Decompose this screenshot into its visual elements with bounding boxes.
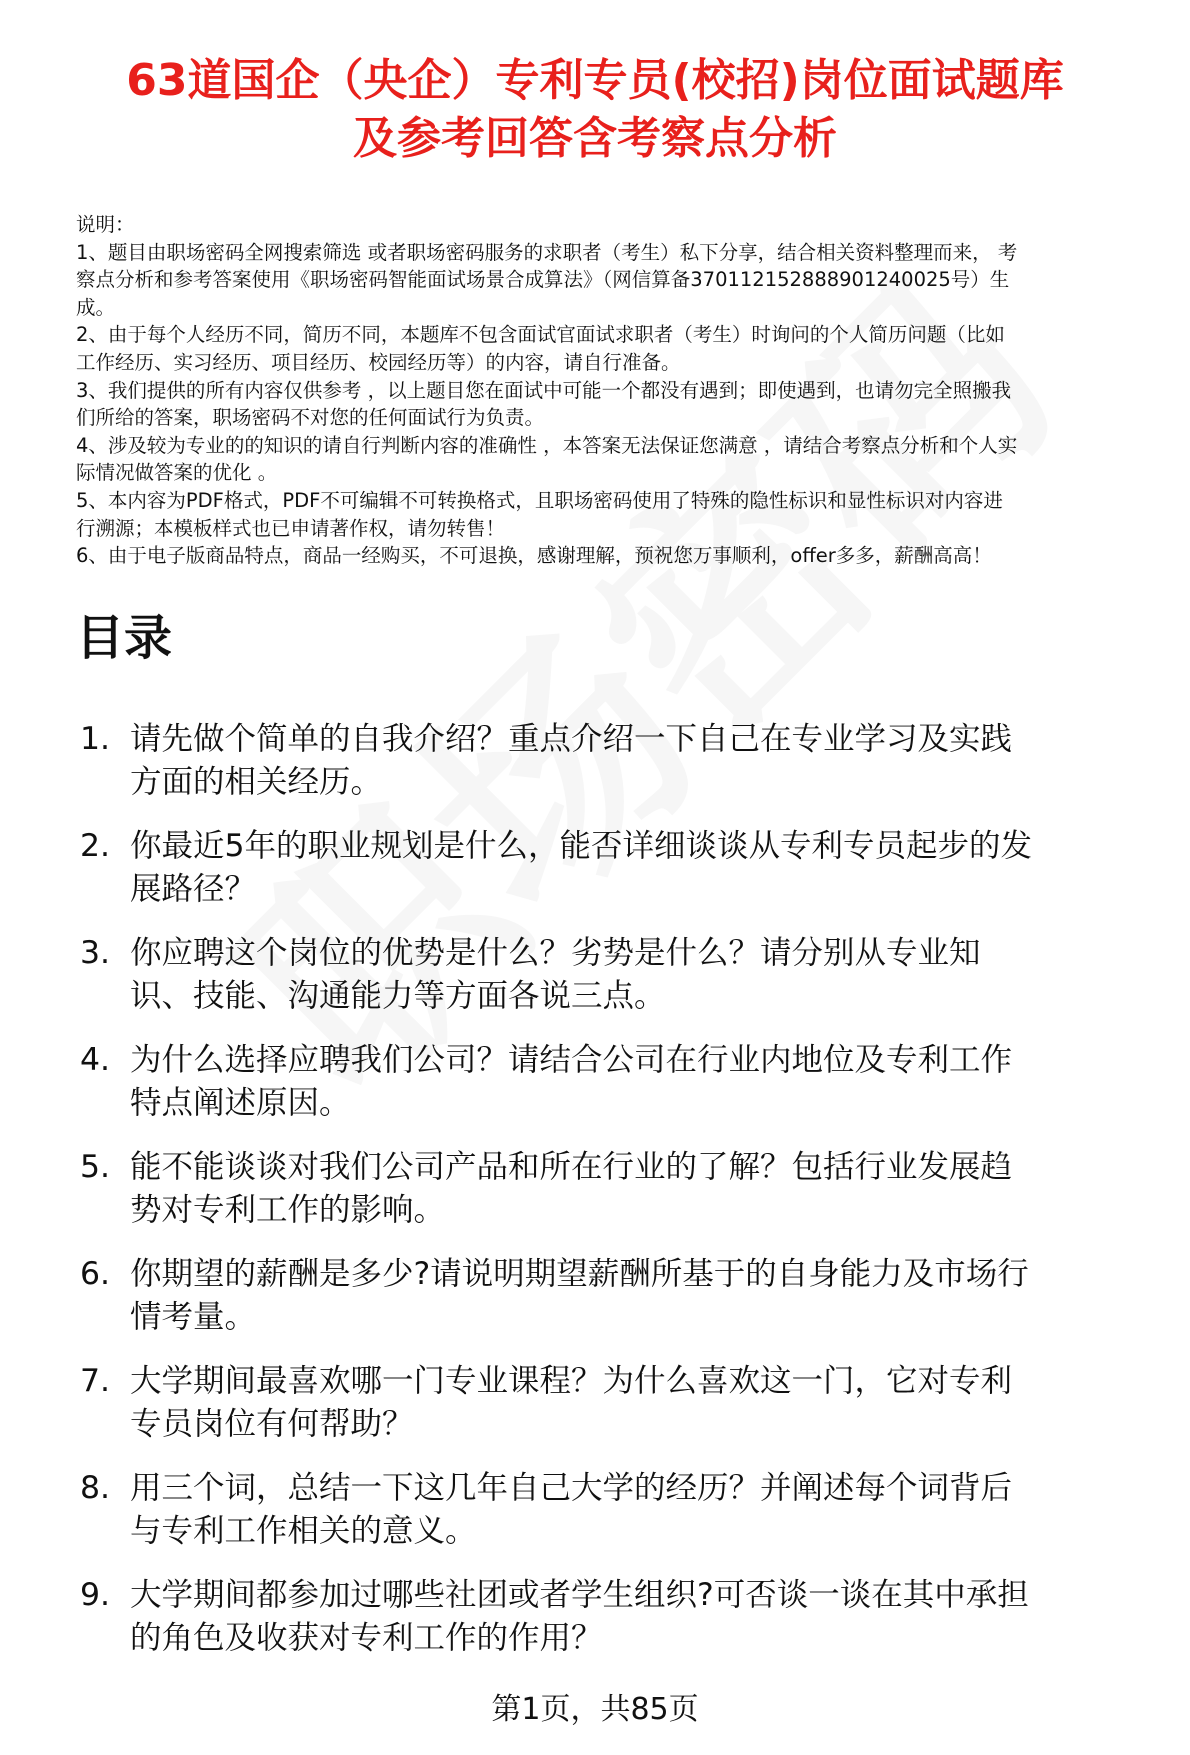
toc-item-number: 7. — [80, 1363, 111, 1399]
toc-item-text: 大学期间都参加过哪些社团或者学生组织?可否谈一谈在其中承担 — [130, 1577, 1029, 1613]
notes-line: 5、本内容为PDF格式，PDF不可编辑不可转换格式，且职场密码使用了特殊的隐性标识和显性标识对内容进 — [76, 488, 1003, 512]
toc-item-number: 9. — [80, 1577, 111, 1613]
toc-item-number: 1. — [80, 721, 111, 757]
title-line-1: 63道国企（央企）专利专员(校招)岗位面试题库 — [126, 55, 1064, 106]
toc-item[interactable] — [76, 1146, 1170, 1253]
toc-item-text: 情考量。 — [130, 1299, 257, 1335]
notes-line: 1、题目由职场密码全网搜索筛选 或者职场密码服务的求职者（考生）私下分享，结合相关资料整理而来， 考 — [76, 240, 1018, 264]
toc-list — [76, 718, 1170, 1681]
notes-line: 工作经历、实习经历、项目经历、校园经历等）的内容，请自行准备。 — [76, 350, 681, 374]
toc-item-text: 为什么选择应聘我们公司？请结合公司在行业内地位及专利工作 — [130, 1042, 1013, 1078]
toc-item-text: 特点阐述原因。 — [130, 1085, 351, 1121]
toc-item[interactable] — [76, 1039, 1170, 1146]
toc-item[interactable] — [76, 825, 1170, 932]
toc-item[interactable] — [76, 718, 1170, 825]
toc-item-number: 6. — [80, 1256, 111, 1292]
notes-line: 成。 — [76, 295, 116, 319]
notes-section — [76, 211, 1166, 570]
notes-line: 们所给的答案，职场密码不对您的任何面试行为负责。 — [76, 406, 545, 430]
notes-line: 察点分析和参考答案使用《职场密码智能面试场景合成算法》（网信算备370112152888901240025号）生 — [76, 268, 1010, 292]
notes-line: 行溯源；本模板样式也已申请著作权，请勿转售！ — [76, 516, 506, 540]
toc-item-text: 的角色及收获对专利工作的作用？ — [130, 1620, 603, 1656]
toc-item-text: 识、技能、沟通能力等方面各说三点。 — [130, 978, 666, 1014]
toc-item-text: 与专利工作相关的意义。 — [130, 1513, 477, 1549]
toc-item-number: 8. — [80, 1470, 111, 1506]
toc-item-text: 请先做个简单的自我介绍？重点介绍一下自己在专业学习及实践 — [130, 721, 1013, 757]
notes-line: 说明： — [76, 213, 135, 236]
toc-item-text: 用三个词，总结一下这几年自己大学的经历？并阐述每个词背后 — [130, 1470, 1013, 1506]
page-number: 第1页，共85页 — [491, 1692, 699, 1727]
toc-item-text: 你期望的薪酬是多少?请说明期望薪酬所基于的自身能力及市场行 — [130, 1256, 1029, 1292]
document-title — [40, 52, 1150, 168]
toc-heading: 目录 — [76, 610, 173, 666]
notes-line: 6、由于电子版商品特点，商品一经购买，不可退换，感谢理解，预祝您万事顺利，offer多多，薪酬高高！ — [76, 544, 992, 568]
toc-item-text: 大学期间最喜欢哪一门专业课程？为什么喜欢这一门，它对专利 — [130, 1363, 1013, 1399]
toc-item-number: 5. — [80, 1149, 111, 1185]
toc-item[interactable] — [76, 1574, 1170, 1681]
toc-item[interactable] — [76, 1360, 1170, 1467]
notes-line: 4、涉及较为专业的的知识的请自行判断内容的准确性 ，本答案无法保证您满意 ，请结合考察点分析和个人实 — [76, 433, 1018, 457]
notes-line: 2、由于每个人经历不同，简历不同，本题库不包含面试官面试求职者（考生）时询问的个人简历问题（比如 — [76, 323, 1005, 347]
title-line-2: 及参考回答含考察点分析 — [353, 113, 837, 164]
toc-item[interactable] — [76, 1467, 1170, 1574]
toc-item-text: 方面的相关经历。 — [130, 764, 383, 800]
toc-item-text: 专员岗位有何帮助？ — [130, 1406, 414, 1442]
toc-item-number: 2. — [80, 828, 111, 864]
toc-item-text: 你应聘这个岗位的优势是什么？劣势是什么？请分别从专业知 — [130, 935, 981, 971]
toc-item-text: 势对专利工作的影响。 — [130, 1192, 446, 1228]
toc-item[interactable] — [76, 932, 1170, 1039]
toc-item-text: 展路径？ — [130, 871, 257, 907]
toc-item-text: 你最近5年的职业规划是什么，能否详细谈谈从专利专员起步的发 — [130, 828, 1033, 864]
toc-item-number: 3. — [80, 935, 111, 971]
toc-item-number: 4. — [80, 1042, 111, 1078]
toc-item[interactable] — [76, 1253, 1170, 1360]
notes-line: 际情况做答案的优化 。 — [76, 461, 278, 485]
notes-line: 3、我们提供的所有内容仅供参考 ，以上题目您在面试中可能一个都没有遇到；即使遇到，也请勿完全照搬我 — [76, 378, 1012, 402]
toc-item-text: 能不能谈谈对我们公司产品和所在行业的了解？包括行业发展趋 — [130, 1149, 1013, 1185]
